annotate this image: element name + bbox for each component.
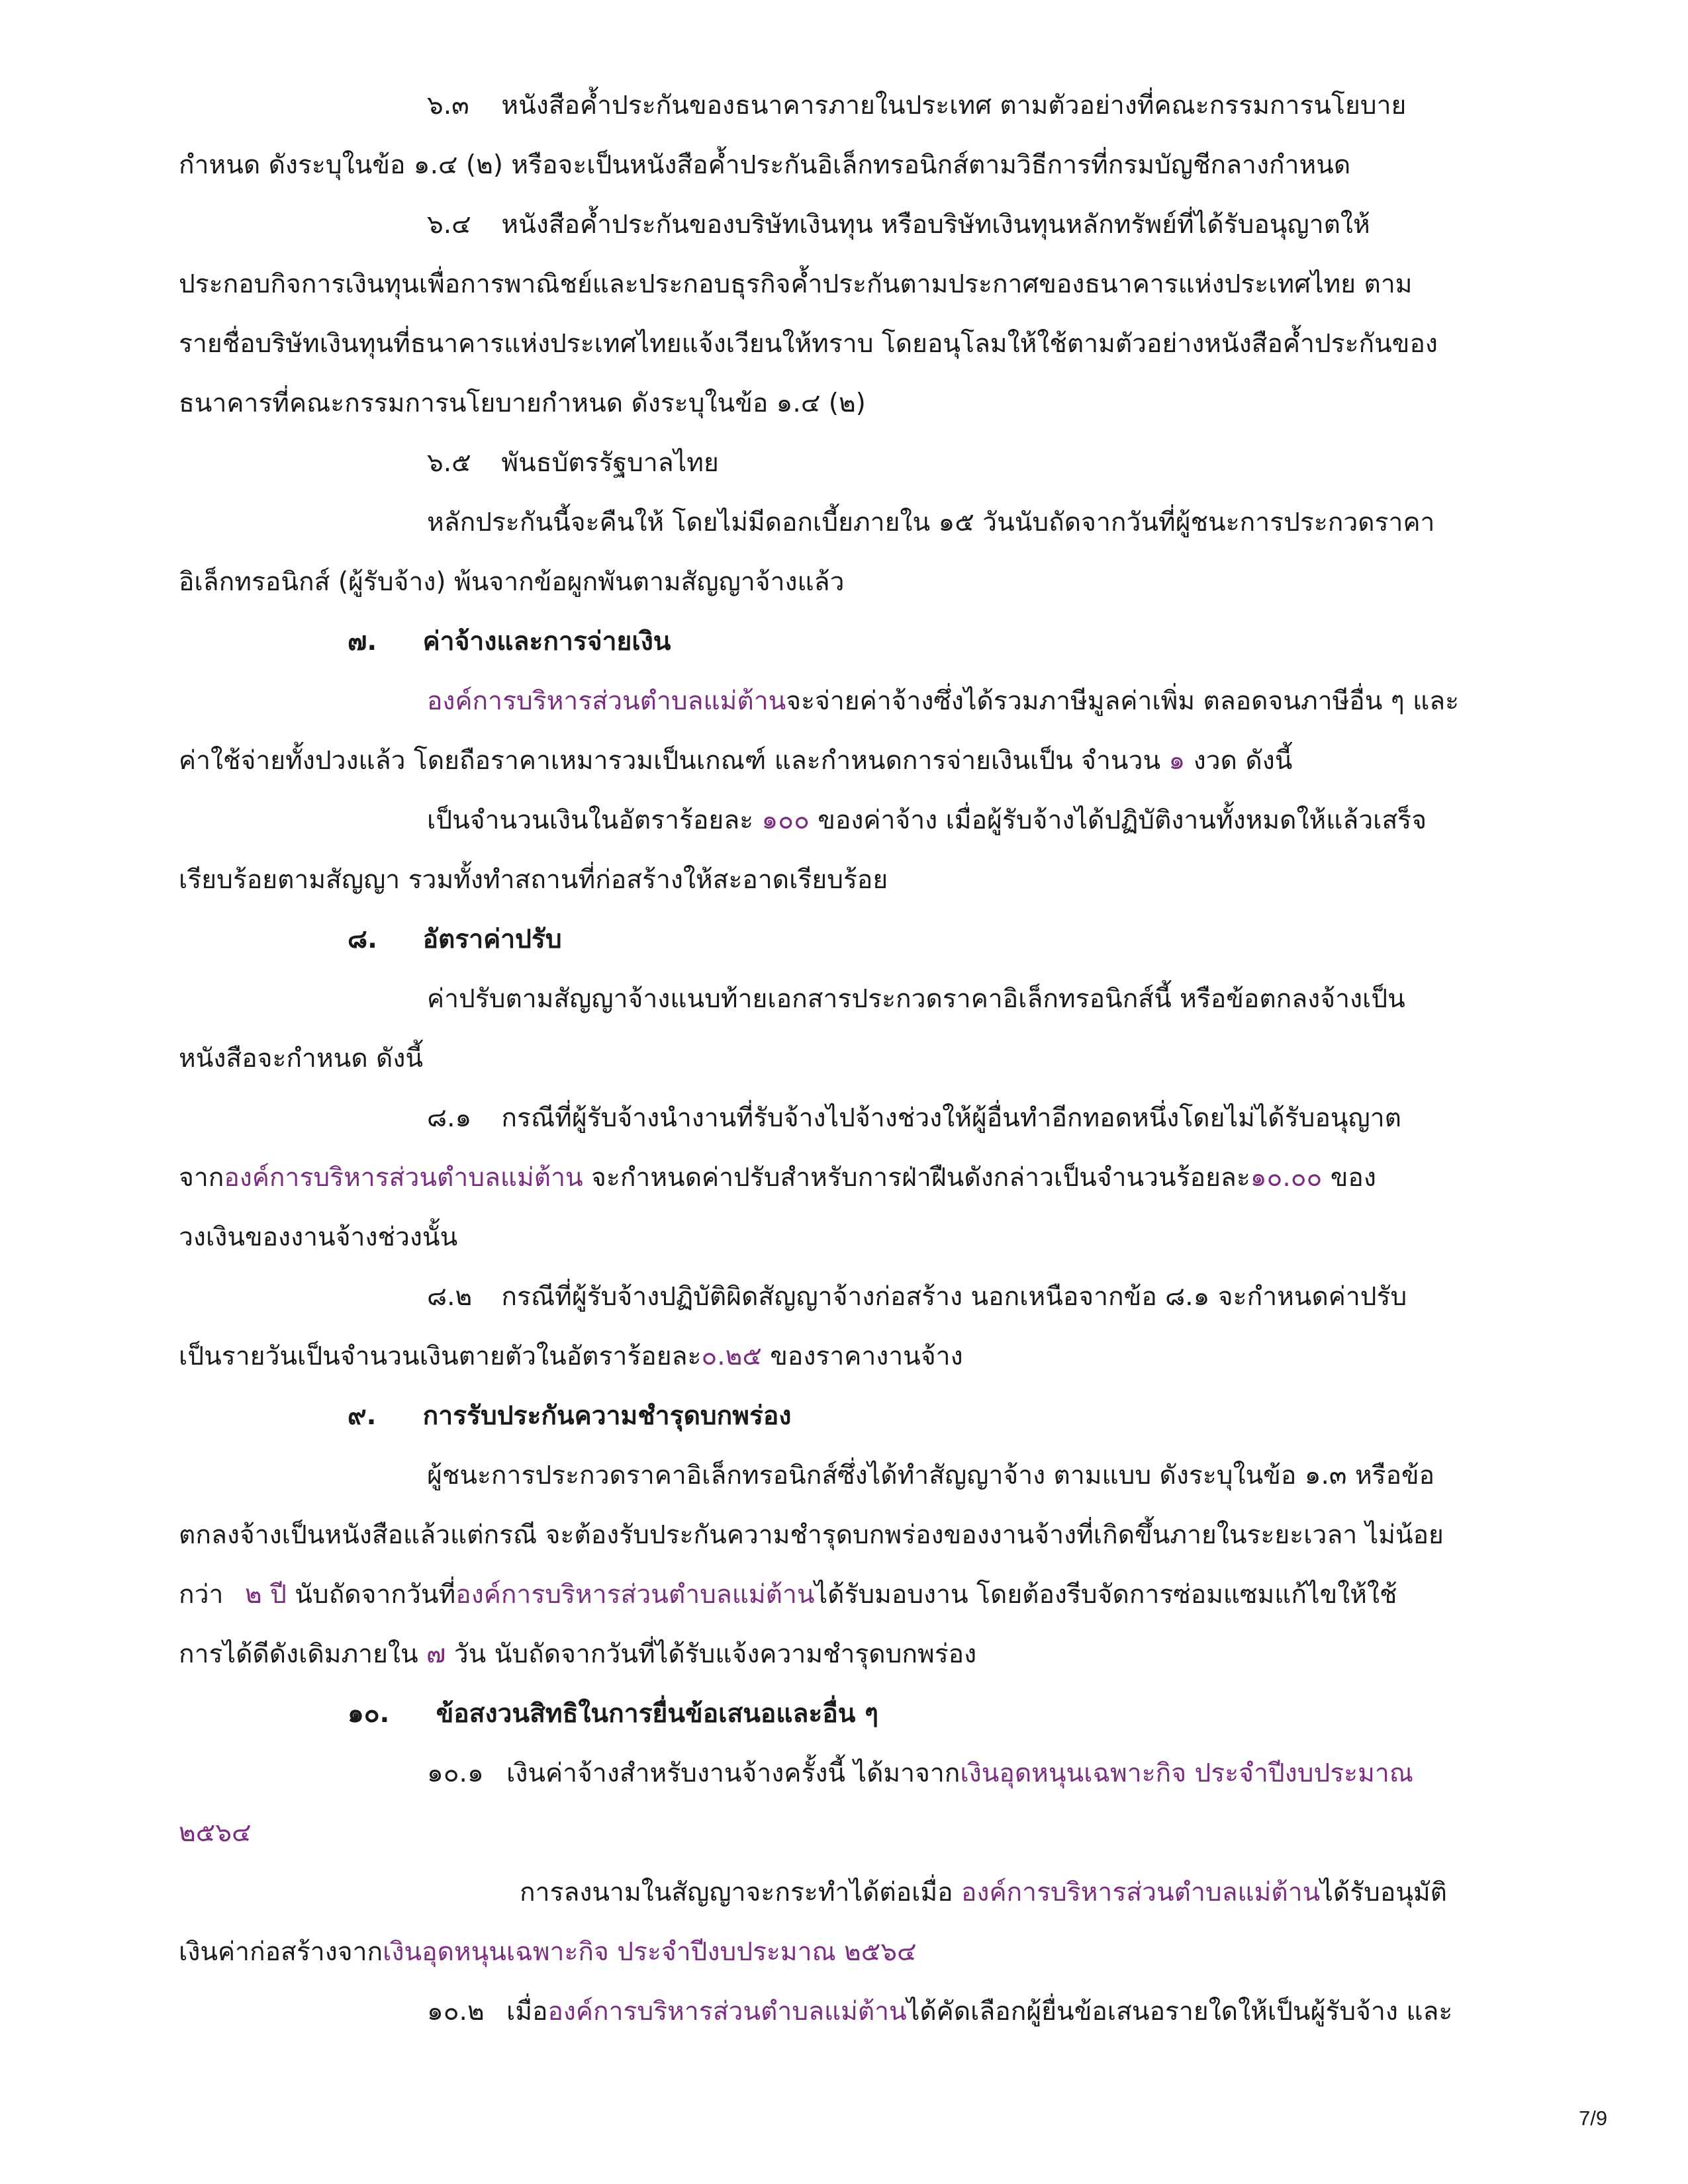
paragraph-text: วัน นับถัดจากวันที่ได้รับแจ้งความชำรุดบกพร่อง bbox=[445, 1639, 977, 1669]
section-title: ข้อสงวนสิทธิในการยื่นข้อเสนอและอื่น ๆ bbox=[436, 1699, 878, 1729]
clause-8-2-cont bbox=[179, 1343, 963, 1369]
paragraph-text: ของค่าจ้าง เมื่อผู้รับจ้างได้ปฏิบัติงานทั้งหมดให้แล้วเสร็จ bbox=[809, 805, 1427, 835]
section-number: ๙. bbox=[348, 1401, 377, 1431]
clause-10-1-year bbox=[179, 1820, 252, 1846]
clause-number: ๖.๕ bbox=[427, 448, 471, 478]
paragraph-text: รายชื่อบริษัทเงินทุนที่ธนาคารแห่งประเทศไทยแจ้งเวียนให้ทราบ โดยอนุโลมให้ใช้ตามตัวอย่างหนังสือค้ำประกันของ bbox=[179, 329, 1438, 359]
warranty-period: ๒ ปี bbox=[245, 1580, 287, 1610]
organization-name: องค์การบริหารส่วนตำบลแม่ต้าน bbox=[961, 1878, 1321, 1907]
organization-name: องค์การบริหารส่วนตำบลแม่ต้าน bbox=[427, 686, 786, 716]
clause-text: เมื่อ bbox=[506, 1997, 548, 2026]
paragraph-text: จะจ่ายค่าจ้างซึ่งได้รวมภาษีมูลค่าเพิ่ม ตลอดจนภาษีอื่น ๆ และ bbox=[786, 686, 1460, 716]
clause-number: ๘.๒ bbox=[427, 1282, 473, 1312]
clause-8-2 bbox=[427, 1284, 1407, 1310]
section-9-para-1 bbox=[427, 1463, 1434, 1488]
section-7-para-3 bbox=[427, 807, 1427, 833]
payment-percent: ๑๐๐ bbox=[761, 805, 810, 835]
paragraph-text: ประกอบกิจการเงินทุนเพื่อการพาณิชย์และประกอบธุรกิจค้ำประกันตามประกาศของธนาคารแห่งประเทศไทย ตาม bbox=[179, 269, 1413, 299]
clause-8-1 bbox=[427, 1105, 1401, 1131]
clause-text: พันธบัตรรัฐบาลไทย bbox=[501, 448, 719, 478]
clause-text: เงินค่าจ้างสำหรับงานจ้างครั้งนี้ ได้มาจาก bbox=[506, 1758, 961, 1788]
clause-number: ๑๐.๑ bbox=[427, 1758, 484, 1788]
section-8-para-2 bbox=[179, 1046, 423, 1071]
section-7-heading bbox=[348, 629, 671, 655]
section-number: ๑๐. bbox=[348, 1699, 390, 1729]
paragraph-text: ธนาคารที่คณะกรรมการนโยบายกำหนด ดังระบุในข้อ ๑.๔ (๒) bbox=[179, 388, 866, 418]
paragraph-text: กว่า bbox=[179, 1580, 224, 1610]
paragraph-text: ของ bbox=[1322, 1163, 1376, 1193]
section-8-heading bbox=[348, 927, 562, 952]
paragraph-text: งวด ดังนี้ bbox=[1185, 746, 1293, 776]
clause-text: หนังสือค้ำประกันของธนาคารภายในประเทศ ตามตัวอย่างที่คณะกรรมการนโยบาย bbox=[501, 91, 1407, 120]
paragraph-text: ตกลงจ้างเป็นหนังสือแล้วแต่กรณี จะต้องรับประกันความชำรุดบกพร่องของงานจ้างที่เกิดขึ้นภายในระยะเวลา ไม่น้อย bbox=[179, 1520, 1444, 1550]
clause-6-5 bbox=[427, 450, 719, 476]
paragraph-text: ของราคางานจ้าง bbox=[761, 1342, 963, 1371]
paragraph-text: การได้ดีดังเดิมภายใน bbox=[179, 1639, 427, 1669]
paragraph-text: หนังสือจะกำหนด ดังนี้ bbox=[179, 1044, 424, 1073]
clause-6-4-cont-2 bbox=[179, 331, 1438, 357]
guarantee-return-2 bbox=[179, 569, 844, 595]
section-9-para-3 bbox=[179, 1582, 1397, 1608]
paragraph-text: เป็นจำนวนเงินในอัตราร้อยละ bbox=[427, 805, 762, 835]
paragraph-text: ได้รับอนุมัติ bbox=[1320, 1878, 1448, 1907]
clause-10-1-funding bbox=[179, 1939, 917, 1965]
clause-number: ๖.๔ bbox=[427, 210, 471, 240]
organization-name: องค์การบริหารส่วนตำบลแม่ต้าน bbox=[547, 1997, 907, 2026]
paragraph-text: ค่าปรับตามสัญญาจ้างแนบท้ายเอกสารประกวดราคาอิเล็กทรอนิกส์นี้ หรือข้อตกลงจ้างเป็น bbox=[427, 984, 1405, 1014]
paragraph-text: จะกำหนดค่าปรับสำหรับการฝ่าฝืนดังกล่าวเป็นจำนวนร้อยละ bbox=[583, 1163, 1250, 1193]
paragraph-text: เป็นรายวันเป็นจำนวนเงินตายตัวในอัตราร้อยละ bbox=[179, 1342, 702, 1371]
guarantee-return-1 bbox=[427, 510, 1434, 535]
clause-6-4-cont-1 bbox=[179, 271, 1412, 297]
clause-number: ๑๐.๒ bbox=[427, 1997, 485, 2026]
paragraph-text: วงเงินของงานจ้างช่วงนั้น bbox=[179, 1222, 458, 1252]
paragraph-text: การลงนามในสัญญาจะกระทำได้ต่อเมื่อ bbox=[520, 1878, 961, 1907]
clause-number: ๘.๑ bbox=[427, 1103, 472, 1133]
organization-name: องค์การบริหารส่วนตำบลแม่ต้าน bbox=[224, 1163, 583, 1193]
section-8-para-1 bbox=[427, 986, 1405, 1012]
paragraph-text: จาก bbox=[179, 1163, 224, 1193]
section-9-heading bbox=[348, 1403, 791, 1429]
organization-name: องค์การบริหารส่วนตำบลแม่ต้าน bbox=[455, 1580, 815, 1610]
paragraph-text: เรียบร้อยตามสัญญา รวมทั้งทำสถานที่ก่อสร้างให้สะอาดเรียบร้อย bbox=[179, 865, 888, 895]
clause-text: ได้คัดเลือกผู้ยื่นข้อเสนอรายใดให้เป็นผู้รับจ้าง และ bbox=[906, 1997, 1453, 2026]
clause-text: กรณีที่ผู้รับจ้างปฏิบัติผิดสัญญาจ้างก่อสร้าง นอกเหนือจากข้อ ๘.๑ จะกำหนดค่าปรับ bbox=[501, 1282, 1407, 1312]
page-number: 7/9 bbox=[1579, 2107, 1608, 2130]
funding-source: เงินอุดหนุนเฉพาะกิจ ประจำปีงบประมาณ ๒๕๖๔ bbox=[383, 1937, 917, 1967]
clause-8-1-cont-2 bbox=[179, 1224, 457, 1250]
clause-6-4 bbox=[427, 212, 1370, 238]
penalty-rate: ๑๐.๐๐ bbox=[1250, 1163, 1323, 1193]
paragraph-text: หลักประกันนี้จะคืนให้ โดยไม่มีดอกเบี้ยภายใน ๑๕ วันนับถัดจากวันที่ผู้ชนะการประกวดราคา bbox=[427, 508, 1435, 537]
repair-days: ๗ bbox=[426, 1639, 446, 1669]
clause-6-3 bbox=[427, 93, 1406, 118]
daily-penalty-rate: ๐.๒๕ bbox=[701, 1342, 762, 1371]
section-number: ๘. bbox=[348, 925, 377, 954]
section-9-para-2 bbox=[179, 1522, 1444, 1548]
clause-text: หนังสือค้ำประกันของบริษัทเงินทุน หรือบริษัทเงินทุนหลักทรัพย์ที่ได้รับอนุญาตให้ bbox=[501, 210, 1370, 240]
installment-count: ๑ bbox=[1168, 746, 1186, 776]
budget-year: ๒๕๖๔ bbox=[179, 1818, 252, 1848]
section-title: การรับประกันความชำรุดบกพร่อง bbox=[422, 1401, 792, 1431]
section-10-heading bbox=[348, 1701, 878, 1727]
paragraph-text: ค่าใช้จ่ายทั้งปวงแล้ว โดยถือราคาเหมารวมเป็นเกณฑ์ และกำหนดการจ่ายเงินเป็น จำนวน bbox=[179, 746, 1169, 776]
clause-8-1-cont bbox=[179, 1165, 1376, 1191]
section-9-para-4 bbox=[179, 1641, 976, 1667]
section-title: อัตราค่าปรับ bbox=[422, 925, 562, 954]
section-7-para-1 bbox=[427, 688, 1459, 714]
clause-10-2 bbox=[427, 1999, 1452, 2025]
section-title: ค่าจ้างและการจ่ายเงิน bbox=[422, 627, 671, 657]
funding-source: เงินอุดหนุนเฉพาะกิจ ประจำปีงบประมาณ bbox=[960, 1758, 1413, 1788]
clause-10-1-signing bbox=[520, 1880, 1447, 1905]
paragraph-text: กำหนด ดังระบุในข้อ ๑.๔ (๒) หรือจะเป็นหนังสือค้ำประกันอิเล็กทรอนิกส์ตามวิธีการที่กรมบัญชีกลางกำหนด bbox=[179, 150, 1351, 180]
section-7-para-2 bbox=[179, 748, 1292, 774]
paragraph-text: อิเล็กทรอนิกส์ (ผู้รับจ้าง) พ้นจากข้อผูกพันตามสัญญาจ้างแล้ว bbox=[179, 567, 845, 597]
clause-10-1 bbox=[427, 1760, 1413, 1786]
clause-number: ๖.๓ bbox=[427, 91, 469, 120]
paragraph-text: เงินค่าก่อสร้างจาก bbox=[179, 1937, 383, 1967]
paragraph-text: นับถัดจากวันที่ bbox=[286, 1580, 456, 1610]
paragraph-text: ผู้ชนะการประกวดราคาอิเล็กทรอนิกส์ซึ่งได้ทำสัญญาจ้าง ตามแบบ ดังระบุในข้อ ๑.๓ หรือข้อ bbox=[427, 1461, 1435, 1490]
section-number: ๗. bbox=[348, 627, 377, 657]
clause-6-4-cont-3 bbox=[179, 390, 866, 416]
clause-text: กรณีที่ผู้รับจ้างนำงานที่รับจ้างไปจ้างช่วงให้ผู้อื่นทำอีกทอดหนึ่งโดยไม่ได้รับอนุญาต bbox=[501, 1103, 1401, 1133]
clause-6-3-cont bbox=[179, 152, 1350, 178]
paragraph-text: ได้รับมอบงาน โดยต้องรีบจัดการซ่อมแซมแก้ไขให้ใช้ bbox=[814, 1580, 1397, 1610]
section-7-para-4 bbox=[179, 867, 888, 893]
